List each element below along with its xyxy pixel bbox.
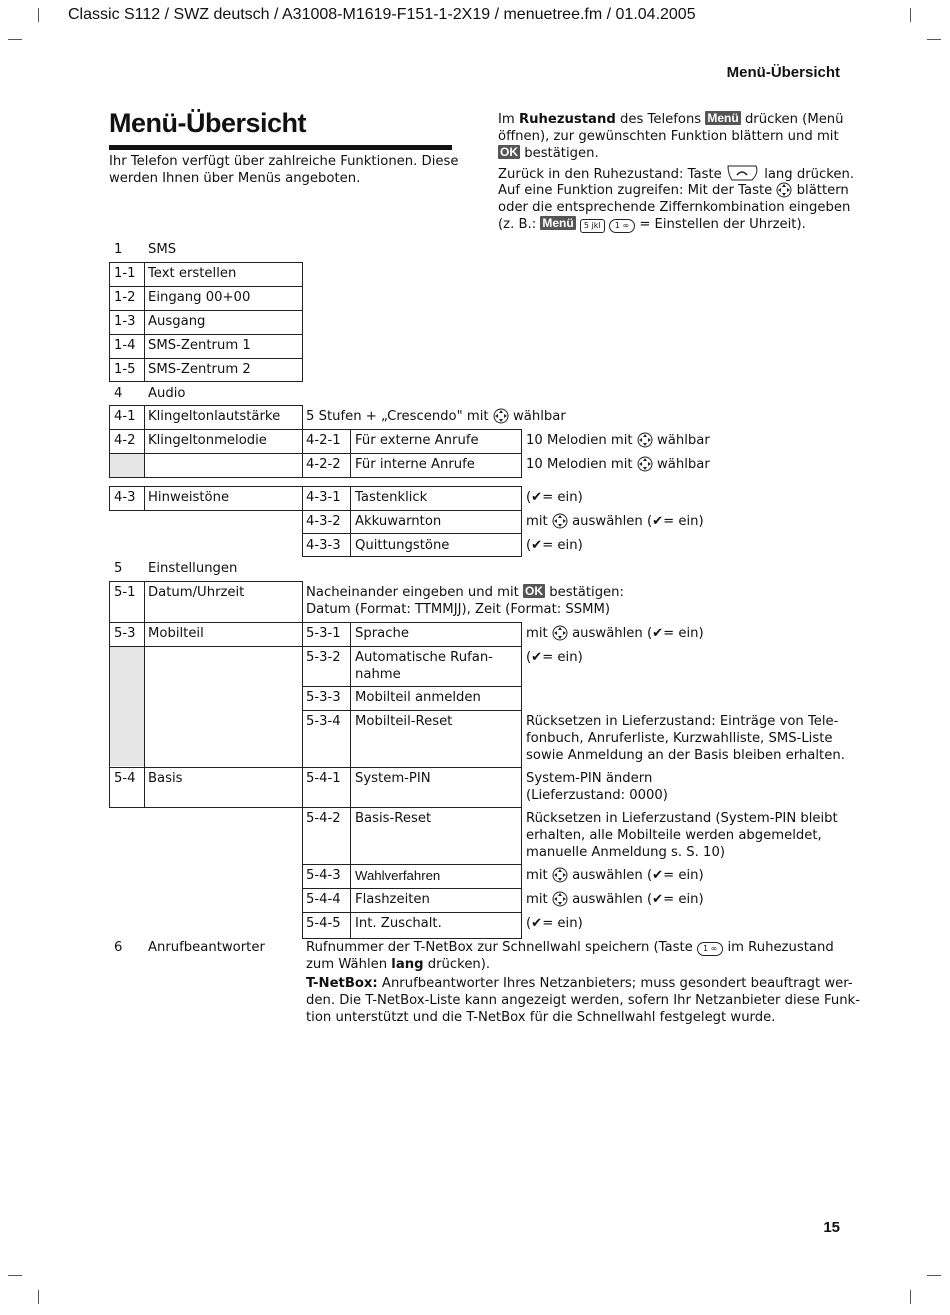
right-intro-line-2: öffnen), zur gewünschten Funktion blättern und mit [498, 129, 839, 144]
section-number: 4 [114, 386, 123, 401]
right-intro-line-3: OK bestätigen. [500, 145, 599, 161]
menu-code: 4-1 [114, 409, 136, 424]
menu-code: 5-3-1 [306, 626, 341, 641]
table-divider [109, 334, 303, 335]
key-1-icon: 1 ∞ [609, 219, 635, 233]
table-divider [302, 510, 522, 511]
note: 5 Stufen + „Crescendo" mit wählbar [306, 409, 566, 424]
crop-mark [910, 1290, 911, 1304]
menu-item-akkuwarnton[interactable]: Akkuwarnton [355, 514, 442, 529]
menu-item-text-erstellen[interactable]: Text erstellen [148, 266, 237, 281]
note: (✔= ein) [526, 538, 583, 553]
settings-row-5-3 [109, 622, 303, 768]
menu-code: 1-2 [114, 290, 136, 305]
menu-code: 4-2-1 [306, 433, 341, 448]
intro-line-2: werden Ihnen über Menüs angeboten. [109, 171, 361, 186]
note: mit auswählen (✔= ein) [526, 868, 704, 883]
table-divider [109, 453, 303, 454]
menu-item-hinweistoene[interactable]: Hinweistöne [148, 490, 230, 505]
menu-item-mobilteil-anmelden[interactable]: Mobilteil anmelden [355, 690, 481, 705]
ok-key-icon: OK [500, 145, 518, 159]
menu-item-externe-anrufe[interactable]: Für externe Anrufe [355, 433, 479, 448]
note: (✔= ein) [526, 650, 583, 665]
table-divider [350, 622, 351, 768]
crop-mark [910, 8, 911, 22]
note: manuelle Anmeldung s. S. 10) [526, 845, 725, 860]
note: mit auswählen (✔= ein) [526, 514, 704, 529]
menu-item-wahlverfahren[interactable]: Wahlverfahren [355, 868, 441, 883]
ok-key-icon: OK [525, 584, 544, 598]
page-number: 15 [823, 1219, 840, 1236]
end-call-key-icon [726, 164, 760, 182]
right-intro-line-4: Zurück in den Ruhezustand: Taste lang drücken. [498, 164, 854, 183]
table-divider [350, 429, 351, 478]
note: Nacheinander eingeben und mit OK bestätigen: [306, 584, 624, 600]
table-divider [144, 486, 145, 511]
navigation-key-icon [552, 625, 568, 641]
menu-key-icon: Menü [542, 216, 574, 230]
menu-item-flashzeiten[interactable]: Flashzeiten [355, 892, 430, 907]
table-divider [144, 581, 145, 623]
menu-code: 1-3 [114, 314, 136, 329]
right-intro-line-6: oder die entsprechende Ziffernkombination eingeben [498, 200, 851, 215]
note: (✔= ein) [526, 916, 583, 931]
section-number: 1 [114, 242, 123, 257]
menu-code: 5-4-5 [306, 916, 341, 931]
menu-code: 5-3-2 [306, 650, 341, 665]
table-divider [302, 888, 522, 889]
title-rule [109, 145, 452, 150]
menu-item-basis-reset[interactable]: Basis-Reset [355, 811, 432, 826]
menu-code: 4-3 [114, 490, 136, 505]
menu-item-ausgang[interactable]: Ausgang [148, 314, 206, 329]
note: mit auswählen (✔= ein) [526, 892, 704, 907]
note: den. Die T-NetBox-Liste kann angezeigt werden, sofern Ihr Netzanbieter diese Funk- [306, 993, 860, 1008]
note: tion unterstützt und die T-NetBox für die Schnellwahl festgelegt wurde. [306, 1010, 776, 1025]
menu-item-interne-anrufe[interactable]: Für interne Anrufe [355, 457, 475, 472]
note: erhalten, alle Mobilteile werden abgemeldet, [526, 828, 822, 843]
table-divider [302, 533, 522, 534]
note: fonbuch, Anruferliste, Kurzwahlliste, SMS-Liste [526, 731, 833, 746]
navigation-key-icon [552, 891, 568, 907]
menu-item-klingeltonmelodie[interactable]: Klingeltonmelodie [148, 433, 267, 448]
navigation-key-icon [776, 182, 792, 198]
menu-key-icon: Menü [707, 111, 739, 125]
menu-item-klingeltonlautstaerke[interactable]: Klingeltonlautstärke [148, 409, 281, 424]
table-divider [302, 710, 522, 711]
navigation-key-icon [552, 513, 568, 529]
table-divider [350, 486, 351, 557]
menu-item-eingang[interactable]: Eingang 00+00 [148, 290, 251, 305]
menu-item-datum-uhrzeit[interactable]: Datum/Uhrzeit [148, 585, 245, 600]
note: 10 Melodien mit wählbar [526, 457, 710, 472]
note: 10 Melodien mit wählbar [526, 433, 710, 448]
menu-code: 5-4-1 [306, 771, 341, 786]
table-divider [144, 262, 145, 382]
right-intro-line-1: Im Ruhezustand des Telefons Menü drücken (Menü [498, 111, 844, 127]
table-divider [109, 310, 303, 311]
note: Rücksetzen in Lieferzustand (System-PIN bleibt [526, 811, 838, 826]
crop-mark [8, 1275, 22, 1276]
table-divider [144, 622, 145, 768]
running-head: Menü-Übersicht [726, 64, 840, 81]
table-divider [350, 767, 351, 939]
menu-item-sprache[interactable]: Sprache [355, 626, 409, 641]
menu-code: 5-4-3 [306, 868, 341, 883]
note: sowie Anmeldung an der Basis bleiben erhalten. [526, 748, 845, 763]
section-label: SMS [148, 242, 177, 257]
note: Datum (Format: TTMMJJ), Zeit (Format: SSMM) [306, 602, 611, 617]
navigation-key-icon [493, 408, 509, 424]
menu-item-sms-zentrum-1[interactable]: SMS-Zentrum 1 [148, 338, 251, 353]
navigation-key-icon [637, 456, 653, 472]
menu-code: 4-2-2 [306, 457, 341, 472]
note: zum Wählen lang drücken). [306, 957, 491, 972]
menu-item-sms-zentrum-2[interactable]: SMS-Zentrum 2 [148, 362, 251, 377]
table-divider [302, 912, 522, 913]
crop-mark [927, 1275, 941, 1276]
table-divider [302, 646, 522, 647]
menu-code: 5-3-4 [306, 714, 341, 729]
page-title: Menü-Übersicht [109, 108, 307, 138]
crop-mark [38, 1290, 39, 1304]
menu-code: 5-4-4 [306, 892, 341, 907]
key-5-icon: 5 jkl [580, 219, 605, 233]
settings-row-5-4 [109, 767, 303, 808]
section-label: Einstellungen [148, 561, 238, 576]
menu-code: 5-4 [114, 771, 136, 786]
section-number: 6 [114, 940, 123, 955]
menu-item-anrufbeantworter[interactable]: Anrufbeantworter [148, 940, 265, 955]
table-divider [109, 646, 303, 647]
navigation-key-icon [637, 432, 653, 448]
table-divider [302, 807, 522, 808]
right-intro-line-5: Auf eine Funktion zugreifen: Mit der Taste blättern [498, 183, 849, 198]
section-label: Audio [148, 386, 186, 401]
note: Rücksetzen in Lieferzustand: Einträge von Tele- [526, 714, 839, 729]
note: (✔= ein) [526, 490, 583, 505]
navigation-key-icon [552, 867, 568, 883]
note: Rufnummer der T-NetBox zur Schnellwahl speichern (Taste 1 ∞ im Ruhezustand [306, 940, 834, 955]
menu-code: 4-3-1 [306, 490, 341, 505]
menu-item-basis[interactable]: Basis [148, 771, 183, 786]
note: (Lieferzustand: 0000) [526, 788, 668, 803]
menu-item-mobilteil-reset[interactable]: Mobilteil-Reset [355, 714, 453, 729]
note: mit auswählen (✔= ein) [526, 626, 704, 641]
note: T-NetBox: Anrufbeantworter Ihres Netzanbieters; muss gesondert beauftragt wer- [306, 976, 853, 991]
menu-code: 5-3-3 [306, 690, 341, 705]
menu-code: 1-4 [114, 338, 136, 353]
menu-item-quittungstoene[interactable]: Quittungstöne [355, 538, 450, 553]
table-divider [109, 358, 303, 359]
menu-code: 4-2 [114, 433, 136, 448]
menu-code: 5-1 [114, 585, 136, 600]
table-divider [302, 864, 522, 865]
menu-item-system-pin[interactable]: System-PIN [355, 771, 431, 786]
menu-code: 5-4-2 [306, 811, 341, 826]
menu-code: 1-5 [114, 362, 136, 377]
menu-code: 1-1 [114, 266, 136, 281]
key-1-icon: 1 ∞ [697, 942, 723, 956]
menu-item-tastenklick[interactable]: Tastenklick [355, 490, 428, 505]
file-info-header: Classic S112 / SWZ deutsch / A31008-M1619-F151-1-2X19 / menuetree.fm / 01.04.2005 [68, 6, 696, 23]
table-divider [302, 453, 522, 454]
menu-item-int-zuschalt[interactable]: Int. Zuschalt. [355, 916, 442, 931]
right-intro-line-7: (z. B.: Menü 5 jkl 1 ∞ = Einstellen der Uhrzeit). [498, 216, 806, 232]
menu-item-automatische-rufannahme[interactable]: Automatische Rufan- [355, 650, 493, 665]
note: System-PIN ändern [526, 771, 653, 786]
section-number: 5 [114, 561, 123, 576]
table-divider [302, 686, 522, 687]
intro-line-1: Ihr Telefon verfügt über zahlreiche Funktionen. Diese [109, 154, 459, 169]
crop-mark [8, 39, 22, 40]
crop-mark [927, 39, 941, 40]
settings-sub-table-5-4 [302, 767, 522, 939]
table-divider [109, 286, 303, 287]
menu-code: 5-3 [114, 626, 136, 641]
menu-code: 4-3-3 [306, 538, 341, 553]
menu-item-automatische-rufannahme-cont[interactable]: nahme [355, 667, 401, 682]
menu-code: 4-3-2 [306, 514, 341, 529]
crop-mark [38, 8, 39, 22]
menu-item-mobilteil[interactable]: Mobilteil [148, 626, 204, 641]
table-divider [144, 405, 145, 478]
table-divider [144, 767, 145, 808]
